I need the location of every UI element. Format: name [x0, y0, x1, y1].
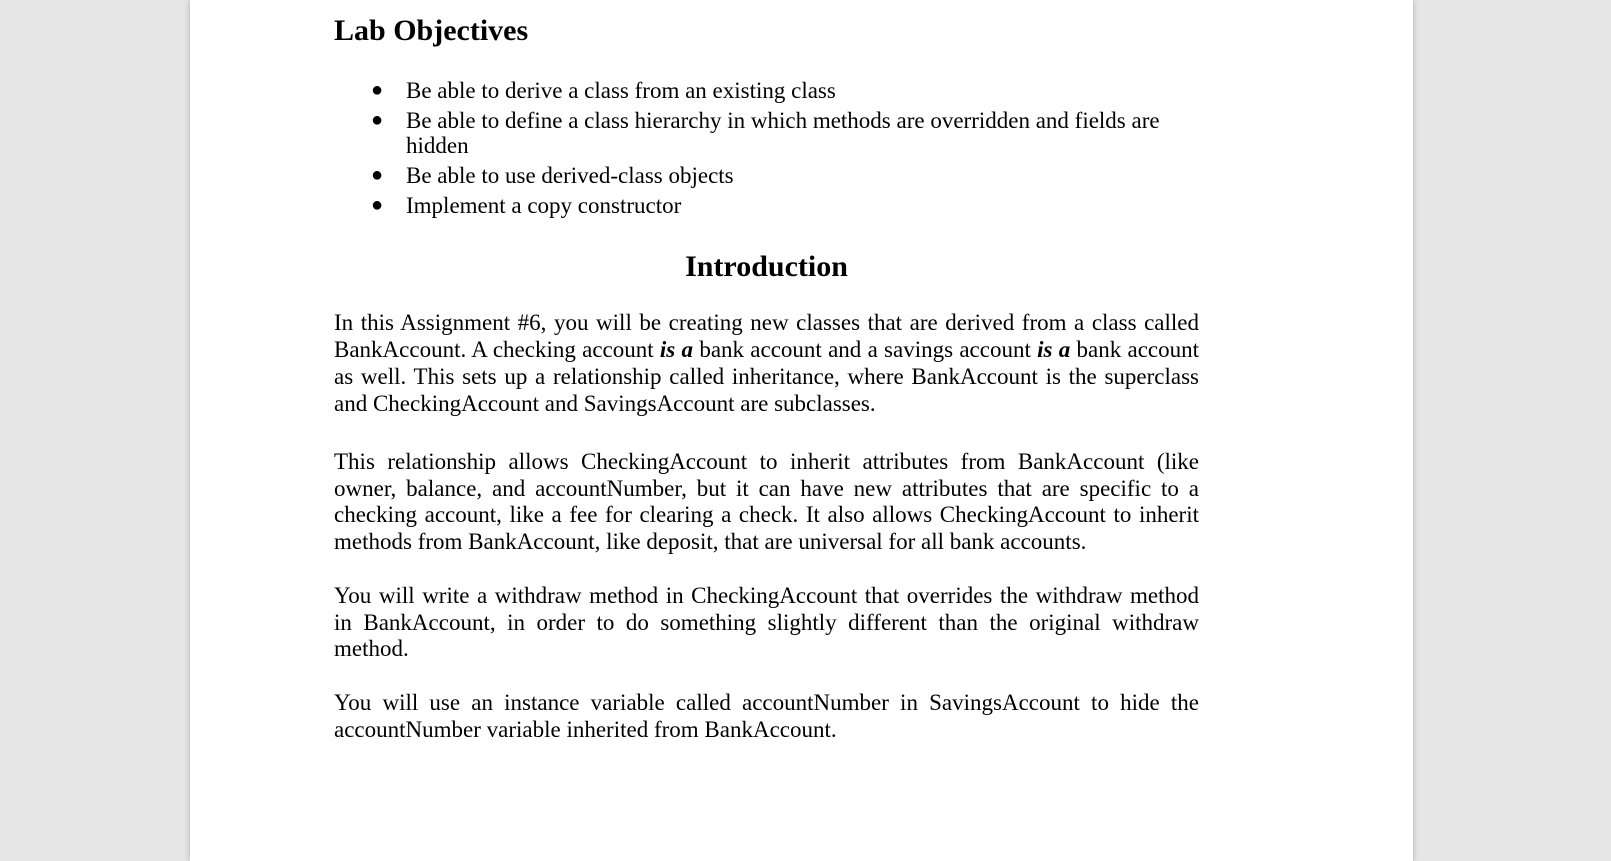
document-page	[190, 0, 1413, 861]
objective-text: Implement a copy constructor	[406, 193, 682, 218]
paragraph-text: In this Assignment #6, you will be creating new classes that are derived from a class called BankAccount. A checking account	[334, 310, 1199, 362]
intro-paragraph-1	[334, 309, 1199, 417]
objective-text: Be able to define a class hierarchy in which methods are overridden and fields are hidden	[406, 108, 1160, 158]
emphasis-text: is a	[1037, 337, 1071, 362]
bullet-icon: ●	[371, 164, 384, 186]
objective-text: Be able to use derived-class objects	[406, 163, 734, 188]
paragraph-text: bank account as well. This sets up a relationship called inheritance, where BankAccount is the superclass and CheckingAccount and SavingsAccount are subclasses.	[334, 337, 1200, 416]
bullet-icon: ●	[371, 194, 384, 216]
intro-paragraph-2: This relationship allows CheckingAccount to inherit attributes from BankAccount (like owner, balance, and accountNumber, but it can have new attributes that are specific to a checking account, like a fee for clearing a check. It also allows CheckingAccount to inherit methods from BankAccount, like deposit, that are universal for all bank accounts.	[334, 449, 1199, 554]
introduction-heading: Introduction	[685, 250, 848, 283]
lab-objectives-heading: Lab Objectives	[334, 14, 529, 47]
objective-text: Be able to derive a class from an existing class	[406, 78, 836, 103]
objectives-list	[334, 78, 1164, 223]
list-item	[334, 78, 1164, 103]
bullet-icon: ●	[371, 79, 384, 101]
list-item	[334, 108, 1164, 158]
list-item	[334, 163, 1164, 188]
bullet-icon: ●	[371, 109, 384, 131]
paragraph-text: bank account and a savings account	[693, 337, 1038, 362]
emphasis-text: is a	[659, 337, 694, 362]
intro-paragraph-3: You will write a withdraw method in CheckingAccount that overrides the withdraw method in BankAccount, in order to do something slightly different than the original withdraw method.	[334, 583, 1199, 661]
list-item	[334, 193, 1164, 218]
intro-paragraph-4: You will use an instance variable called accountNumber in SavingsAccount to hide the accountNumber variable inherited from BankAccount.	[334, 690, 1199, 742]
